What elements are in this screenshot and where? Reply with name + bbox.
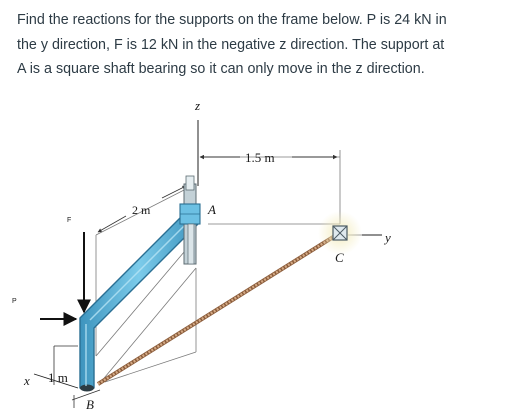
support-b-label: B (86, 397, 94, 412)
y-axis (362, 230, 391, 245)
cable-bc (98, 234, 338, 384)
force-f-label: F (67, 217, 72, 224)
dimension-1m (48, 346, 78, 385)
dimension-1-5m-label: 1.5 m (245, 150, 275, 165)
dimension-2m-label: 2 m (132, 203, 151, 217)
support-a-label: A (208, 202, 216, 217)
problem-line-2: the y direction, F is 12 kN in the negative z direction. The support at (17, 36, 445, 53)
frame-member (80, 212, 198, 392)
dimension-1m-label: 1 m (48, 370, 68, 385)
problem-line-1: Find the reactions for the supports on the frame below. P is 24 kN in (17, 12, 447, 28)
x-axis-label: x (24, 373, 30, 388)
force-p-label: P (12, 298, 17, 305)
y-axis-label: y (385, 230, 391, 245)
force-f (67, 217, 84, 312)
z-axis (194, 98, 200, 186)
support-b (72, 390, 100, 412)
dimension-1-5m (200, 150, 337, 165)
problem-line-3: A is a square shaft bearing so it can only move in the z direction. (17, 61, 425, 77)
support-c (318, 211, 362, 265)
force-p (12, 298, 76, 319)
support-c-label: C (335, 250, 344, 265)
z-axis-label: z (195, 98, 201, 113)
shaft-a (180, 176, 216, 264)
